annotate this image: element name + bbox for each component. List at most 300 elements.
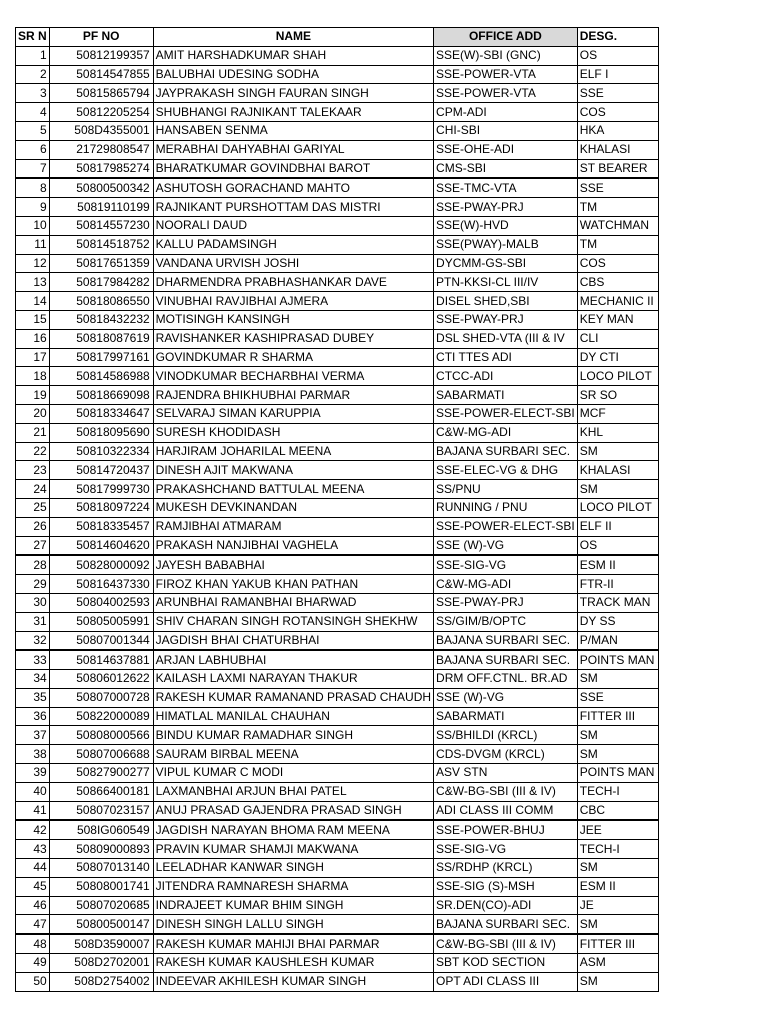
pf-no-cell: 50804002593 [49, 593, 153, 612]
pf-no-cell: 50814720437 [49, 461, 153, 480]
office-cell: CDS-DVGM (KRCL) [434, 745, 578, 764]
name-cell: HANSABEN SENMA [153, 121, 433, 140]
pf-no-cell: 50818086550 [49, 292, 153, 311]
name-cell: SELVARAJ SIMAN KARUPPIA [153, 404, 433, 423]
name-cell: SHIV CHARAN SINGH ROTANSINGH SHEKHW [153, 612, 433, 631]
sr-no-cell: 16 [16, 329, 50, 348]
office-cell: SS/BHILDI (KRCL) [434, 726, 578, 745]
table-row [16, 423, 659, 442]
desg-cell: WATCHMAN [577, 216, 658, 235]
office-cell: DISEL SHED,SBI [434, 292, 578, 311]
pf-no-cell: 50815865794 [49, 84, 153, 103]
pf-no-cell: 50817651359 [49, 254, 153, 273]
office-cell: CTCC-ADI [434, 367, 578, 386]
office-cell: BAJANA SURBARI SEC. [434, 442, 578, 461]
desg-cell: MECHANIC II [577, 292, 658, 311]
sr-no-cell: 5 [16, 121, 50, 140]
name-cell: HIMATLAL MANILAL CHAUHAN [153, 707, 433, 726]
table-row [16, 555, 659, 574]
sr-no-cell: 32 [16, 631, 50, 650]
office-cell: DYCMM-GS-SBI [434, 254, 578, 273]
office-cell: BAJANA SURBARI SEC. [434, 631, 578, 650]
office-cell: SSE (W)-VG [434, 536, 578, 555]
desg-cell: SM [577, 972, 658, 991]
table-row [16, 840, 659, 859]
desg-cell: SM [577, 859, 658, 878]
table-row [16, 726, 659, 745]
desg-cell: TRACK MAN [577, 593, 658, 612]
pf-no-cell: 508D4355001 [49, 121, 153, 140]
sr-no-cell: 23 [16, 461, 50, 480]
desg-cell: OS [577, 536, 658, 555]
name-cell: PRAKASHCHAND BATTULAL MEENA [153, 480, 433, 499]
sr-no-cell: 18 [16, 367, 50, 386]
pf-no-cell: 50807001344 [49, 631, 153, 650]
desg-cell: ST BEARER [577, 159, 658, 178]
office-cell: SSE-SIG (S)-MSH [434, 877, 578, 896]
office-cell: C&W-BG-SBI (III & IV) [434, 934, 578, 953]
office-cell: SSE-POWER-VTA [434, 65, 578, 84]
office-cell: SS/GIM/B/OPTC [434, 612, 578, 631]
table-row [16, 159, 659, 178]
desg-cell: COS [577, 254, 658, 273]
desg-cell: TM [577, 198, 658, 217]
name-cell: JAYESH BABABHAI [153, 555, 433, 574]
pf-no-cell: 50814518752 [49, 235, 153, 254]
desg-cell: CLI [577, 329, 658, 348]
sr-no-cell: 2 [16, 65, 50, 84]
table-row [16, 216, 659, 235]
office-cell: CPM-ADI [434, 103, 578, 122]
table-row [16, 65, 659, 84]
sr-no-cell: 30 [16, 593, 50, 612]
pf-no-cell: 50807006688 [49, 745, 153, 764]
table-row [16, 367, 659, 386]
office-cell: CTI TTES ADI [434, 348, 578, 367]
desg-cell: KHALASI [577, 140, 658, 159]
table-row [16, 198, 659, 217]
table-row [16, 442, 659, 461]
table-row [16, 650, 659, 669]
sr-no-cell: 43 [16, 840, 50, 859]
name-cell: SAURAM BIRBAL MEENA [153, 745, 433, 764]
name-cell: PRAKASH NANJIBHAI VAGHELA [153, 536, 433, 555]
pf-no-cell: 50814637881 [49, 650, 153, 669]
sr-no-cell: 10 [16, 216, 50, 235]
name-cell: JAYPRAKASH SINGH FAURAN SINGH [153, 84, 433, 103]
desg-cell: TECH-I [577, 782, 658, 801]
office-cell: SSE(W)-HVD [434, 216, 578, 235]
office-cell: PTN-KKSI-CL III/IV [434, 273, 578, 292]
sr-no-cell: 11 [16, 235, 50, 254]
desg-cell: SR SO [577, 386, 658, 405]
office-cell: DRM OFF.CTNL. BR.AD [434, 670, 578, 689]
desg-cell: CBC [577, 801, 658, 820]
office-cell: ASV STN [434, 764, 578, 783]
name-cell: ANUJ PRASAD GAJENDRA PRASAD SINGH [153, 801, 433, 820]
sr-no-cell: 13 [16, 273, 50, 292]
desg-cell: SSE [577, 178, 658, 197]
pf-no-cell: 50808001741 [49, 877, 153, 896]
table-row [16, 461, 659, 480]
office-cell: SS/RDHP (KRCL) [434, 859, 578, 878]
desg-cell: TECH-I [577, 840, 658, 859]
desg-cell: SM [577, 670, 658, 689]
office-cell: C&W-MG-ADI [434, 423, 578, 442]
table-row [16, 329, 659, 348]
office-cell: SSE(PWAY)-MALB [434, 235, 578, 254]
desg-cell: SM [577, 442, 658, 461]
table-row [16, 801, 659, 820]
office-cell: SSE-POWER-ELECT-SBI [434, 517, 578, 536]
desg-cell: SSE [577, 84, 658, 103]
office-cell: OPT ADI CLASS III [434, 972, 578, 991]
sr-no-cell: 19 [16, 386, 50, 405]
office-cell: SSE-OHE-ADI [434, 140, 578, 159]
header-office-add: OFFICE ADD [434, 28, 578, 47]
pf-no-cell: 508D2702001 [49, 954, 153, 973]
office-cell: ADI CLASS III COMM [434, 801, 578, 820]
sr-no-cell: 25 [16, 498, 50, 517]
pf-no-cell: 50816437330 [49, 575, 153, 594]
sr-no-cell: 45 [16, 877, 50, 896]
pf-no-cell: 50818097224 [49, 498, 153, 517]
name-cell: VINUBHAI RAVJIBHAI AJMERA [153, 292, 433, 311]
pf-no-cell: 50805005991 [49, 612, 153, 631]
sr-no-cell: 49 [16, 954, 50, 973]
pf-no-cell: 50809000893 [49, 840, 153, 859]
desg-cell: OS [577, 46, 658, 65]
pf-no-cell: 50819110199 [49, 198, 153, 217]
sr-no-cell: 47 [16, 915, 50, 934]
desg-cell: SM [577, 745, 658, 764]
table-row [16, 310, 659, 329]
office-cell: SSE-SIG-VG [434, 840, 578, 859]
name-cell: JAGDISH BHAI CHATURBHAI [153, 631, 433, 650]
desg-cell: KHALASI [577, 461, 658, 480]
desg-cell: HKA [577, 121, 658, 140]
desg-cell: FTR-II [577, 575, 658, 594]
name-cell: RAJENDRA BHIKHUBHAI PARMAR [153, 386, 433, 405]
name-cell: VIPUL KUMAR C MODI [153, 764, 433, 783]
pf-no-cell: 50817997161 [49, 348, 153, 367]
table-row [16, 859, 659, 878]
table-row [16, 782, 659, 801]
desg-cell: SM [577, 726, 658, 745]
pf-no-cell: 50807020685 [49, 896, 153, 915]
sr-no-cell: 6 [16, 140, 50, 159]
name-cell: ASHUTOSH GORACHAND MAHTO [153, 178, 433, 197]
pf-no-cell: 50817984282 [49, 273, 153, 292]
desg-cell: POINTS MAN [577, 650, 658, 669]
pf-no-cell: 50814547855 [49, 65, 153, 84]
name-cell: BALUBHAI UDESING SODHA [153, 65, 433, 84]
office-cell: RUNNING / PNU [434, 498, 578, 517]
desg-cell: LOCO PILOT [577, 498, 658, 517]
table-row [16, 536, 659, 555]
desg-cell: SSE [577, 688, 658, 707]
staff-table [15, 27, 659, 992]
table-row [16, 745, 659, 764]
sr-no-cell: 17 [16, 348, 50, 367]
name-cell: INDRAJEET KUMAR BHIM SINGH [153, 896, 433, 915]
sr-no-cell: 24 [16, 480, 50, 499]
office-cell: SSE (W)-VG [434, 688, 578, 707]
sr-no-cell: 21 [16, 423, 50, 442]
table-row [16, 498, 659, 517]
sr-no-cell: 38 [16, 745, 50, 764]
name-cell: LAXMANBHAI ARJUN BHAI PATEL [153, 782, 433, 801]
desg-cell: LOCO PILOT [577, 367, 658, 386]
name-cell: RAMJIBHAI ATMARAM [153, 517, 433, 536]
name-cell: GOVINDKUMAR R SHARMA [153, 348, 433, 367]
table-row [16, 612, 659, 631]
pf-no-cell: 50818334647 [49, 404, 153, 423]
desg-cell: FITTER III [577, 707, 658, 726]
name-cell: VANDANA URVISH JOSHI [153, 254, 433, 273]
sr-no-cell: 40 [16, 782, 50, 801]
sr-no-cell: 20 [16, 404, 50, 423]
table-row [16, 954, 659, 973]
office-cell: SR.DEN(CO)-ADI [434, 896, 578, 915]
table-row [16, 688, 659, 707]
office-cell: SABARMATI [434, 707, 578, 726]
pf-no-cell: 21729808547 [49, 140, 153, 159]
table-row [16, 273, 659, 292]
header-desg: DESG. [577, 28, 658, 47]
desg-cell: FITTER III [577, 934, 658, 953]
office-cell: SSE-PWAY-PRJ [434, 198, 578, 217]
pf-no-cell: 508D3590007 [49, 934, 153, 953]
name-cell: AMIT HARSHADKUMAR SHAH [153, 46, 433, 65]
header-sr-no: SR N [16, 28, 50, 47]
name-cell: DINESH SINGH LALLU SINGH [153, 915, 433, 934]
pf-no-cell: 50814557230 [49, 216, 153, 235]
pf-no-cell: 50807000728 [49, 688, 153, 707]
pf-no-cell: 50806012622 [49, 670, 153, 689]
sr-no-cell: 48 [16, 934, 50, 953]
pf-no-cell: 50827900277 [49, 764, 153, 783]
name-cell: MUKESH DEVKINANDAN [153, 498, 433, 517]
office-cell: SSE-SIG-VG [434, 555, 578, 574]
pf-no-cell: 50818669098 [49, 386, 153, 405]
name-cell: KALLU PADAMSINGH [153, 235, 433, 254]
desg-cell: POINTS MAN [577, 764, 658, 783]
pf-no-cell: 50807013140 [49, 859, 153, 878]
table-row [16, 764, 659, 783]
name-cell: VINODKUMAR BECHARBHAI VERMA [153, 367, 433, 386]
sr-no-cell: 46 [16, 896, 50, 915]
sr-no-cell: 39 [16, 764, 50, 783]
name-cell: LEELADHAR KANWAR SINGH [153, 859, 433, 878]
sr-no-cell: 27 [16, 536, 50, 555]
name-cell: ARUNBHAI RAMANBHAI BHARWAD [153, 593, 433, 612]
table-row [16, 480, 659, 499]
desg-cell: DY CTI [577, 348, 658, 367]
table-row [16, 915, 659, 934]
office-cell: SSE-PWAY-PRJ [434, 310, 578, 329]
name-cell: RAVISHANKER KASHIPRASAD DUBEY [153, 329, 433, 348]
name-cell: HARJIRAM JOHARILAL MEENA [153, 442, 433, 461]
sr-no-cell: 9 [16, 198, 50, 217]
sr-no-cell: 3 [16, 84, 50, 103]
table-row [16, 972, 659, 991]
header-row [16, 28, 659, 47]
name-cell: JAGDISH NARAYAN BHOMA RAM MEENA [153, 820, 433, 839]
desg-cell: JEE [577, 820, 658, 839]
desg-cell: KHL [577, 423, 658, 442]
desg-cell: MCF [577, 404, 658, 423]
sr-no-cell: 8 [16, 178, 50, 197]
sr-no-cell: 22 [16, 442, 50, 461]
desg-cell: COS [577, 103, 658, 122]
desg-cell: ELF II [577, 517, 658, 536]
pf-no-cell: 50817999730 [49, 480, 153, 499]
name-cell: INDEEVAR AKHILESH KUMAR SINGH [153, 972, 433, 991]
table-row [16, 235, 659, 254]
table-row [16, 292, 659, 311]
office-cell: SSE-ELEC-VG & DHG [434, 461, 578, 480]
desg-cell: TM [577, 235, 658, 254]
office-cell: CMS-SBI [434, 159, 578, 178]
sr-no-cell: 37 [16, 726, 50, 745]
office-cell: BAJANA SURBARI SEC. [434, 915, 578, 934]
table-row [16, 386, 659, 405]
sr-no-cell: 14 [16, 292, 50, 311]
desg-cell: DY SS [577, 612, 658, 631]
sr-no-cell: 36 [16, 707, 50, 726]
name-cell: SURESH KHODIDASH [153, 423, 433, 442]
table-row [16, 517, 659, 536]
table-row [16, 896, 659, 915]
office-cell: C&W-MG-ADI [434, 575, 578, 594]
pf-no-cell: 50814604620 [49, 536, 153, 555]
pf-no-cell: 50818432232 [49, 310, 153, 329]
sr-no-cell: 28 [16, 555, 50, 574]
desg-cell: SM [577, 915, 658, 934]
table-row [16, 707, 659, 726]
pf-no-cell: 50828000092 [49, 555, 153, 574]
table-row [16, 934, 659, 953]
pf-no-cell: 50814586988 [49, 367, 153, 386]
sr-no-cell: 42 [16, 820, 50, 839]
desg-cell: CBS [577, 273, 658, 292]
sr-no-cell: 7 [16, 159, 50, 178]
sr-no-cell: 12 [16, 254, 50, 273]
desg-cell: ESM II [577, 877, 658, 896]
office-cell: SS/PNU [434, 480, 578, 499]
pf-no-cell: 50807023157 [49, 801, 153, 820]
sr-no-cell: 33 [16, 650, 50, 669]
name-cell: ARJAN LABHUBHAI [153, 650, 433, 669]
desg-cell: P/MAN [577, 631, 658, 650]
office-cell: SABARMATI [434, 386, 578, 405]
sr-no-cell: 4 [16, 103, 50, 122]
pf-no-cell: 50822000089 [49, 707, 153, 726]
pf-no-cell: 50866400181 [49, 782, 153, 801]
name-cell: BHARATKUMAR GOVINDBHAI BAROT [153, 159, 433, 178]
table-row [16, 46, 659, 65]
sr-no-cell: 41 [16, 801, 50, 820]
desg-cell: KEY MAN [577, 310, 658, 329]
pf-no-cell: 50817985274 [49, 159, 153, 178]
header-name: NAME [153, 28, 433, 47]
name-cell: NOORALI DAUD [153, 216, 433, 235]
name-cell: RAJNIKANT PURSHOTTAM DAS MISTRI [153, 198, 433, 217]
name-cell: BINDU KUMAR RAMADHAR SINGH [153, 726, 433, 745]
pf-no-cell: 50818095690 [49, 423, 153, 442]
sr-no-cell: 1 [16, 46, 50, 65]
pf-no-cell: 508IG060549 [49, 820, 153, 839]
pf-no-cell: 50800500147 [49, 915, 153, 934]
pf-no-cell: 50818087619 [49, 329, 153, 348]
header-pf-no: PF NO [49, 28, 153, 47]
office-cell: SSE-POWER-VTA [434, 84, 578, 103]
pf-no-cell: 50800500342 [49, 178, 153, 197]
table-row [16, 631, 659, 650]
table-row [16, 670, 659, 689]
office-cell: DSL SHED-VTA (III & IV [434, 329, 578, 348]
office-cell: SBT KOD SECTION [434, 954, 578, 973]
office-cell: C&W-BG-SBI (III & IV) [434, 782, 578, 801]
pf-no-cell: 50818335457 [49, 517, 153, 536]
desg-cell: ELF I [577, 65, 658, 84]
table-row [16, 140, 659, 159]
sr-no-cell: 29 [16, 575, 50, 594]
table-row [16, 84, 659, 103]
office-cell: SSE-POWER-ELECT-SBI [434, 404, 578, 423]
table-row [16, 254, 659, 273]
table-row [16, 575, 659, 594]
name-cell: MERABHAI DAHYABHAI GARIYAL [153, 140, 433, 159]
name-cell: RAKESH KUMAR RAMANAND PRASAD CHAUDH [153, 688, 433, 707]
office-cell: SSE-TMC-VTA [434, 178, 578, 197]
pf-no-cell: 50810322334 [49, 442, 153, 461]
name-cell: RAKESH KUMAR MAHIJI BHAI PARMAR [153, 934, 433, 953]
name-cell: JITENDRA RAMNARESH SHARMA [153, 877, 433, 896]
table-row [16, 348, 659, 367]
desg-cell: ASM [577, 954, 658, 973]
table-row [16, 593, 659, 612]
name-cell: SHUBHANGI RAJNIKANT TALEKAAR [153, 103, 433, 122]
table-row [16, 404, 659, 423]
office-cell: BAJANA SURBARI SEC. [434, 650, 578, 669]
sr-no-cell: 50 [16, 972, 50, 991]
name-cell: RAKESH KUMAR KAUSHLESH KUMAR [153, 954, 433, 973]
table-row [16, 178, 659, 197]
name-cell: PRAVIN KUMAR SHAMJI MAKWANA [153, 840, 433, 859]
table-row [16, 820, 659, 839]
name-cell: DHARMENDRA PRABHASHANKAR DAVE [153, 273, 433, 292]
pf-no-cell: 50812199357 [49, 46, 153, 65]
sr-no-cell: 35 [16, 688, 50, 707]
table-row [16, 877, 659, 896]
office-cell: SSE(W)-SBI (GNC) [434, 46, 578, 65]
sr-no-cell: 15 [16, 310, 50, 329]
sr-no-cell: 34 [16, 670, 50, 689]
desg-cell: JE [577, 896, 658, 915]
desg-cell: ESM II [577, 555, 658, 574]
table-row [16, 103, 659, 122]
office-cell: CHI-SBI [434, 121, 578, 140]
sr-no-cell: 44 [16, 859, 50, 878]
name-cell: DINESH AJIT MAKWANA [153, 461, 433, 480]
office-cell: SSE-POWER-BHUJ [434, 820, 578, 839]
desg-cell: SM [577, 480, 658, 499]
office-cell: SSE-PWAY-PRJ [434, 593, 578, 612]
sr-no-cell: 31 [16, 612, 50, 631]
pf-no-cell: 508D2754002 [49, 972, 153, 991]
